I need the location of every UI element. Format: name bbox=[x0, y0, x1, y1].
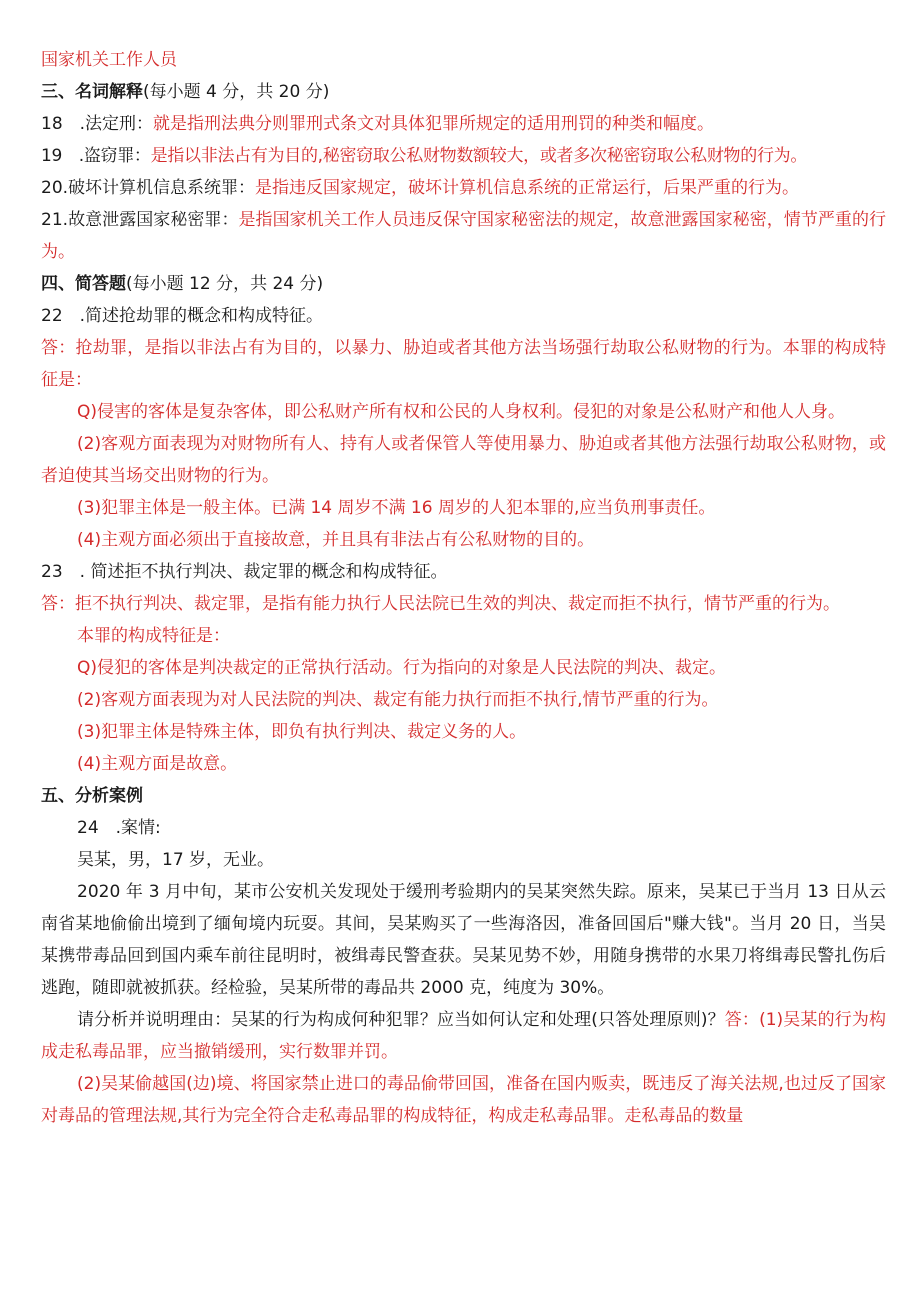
section-4-score: (每小题 12 分，共 24 分) bbox=[126, 274, 324, 294]
case-answer-2: (2)吴某偷越国(边)境、将国家禁止进口的毒品偷带回国，准备在国内贩卖，既违反了海关法规,也过反了国家对毒品的管理法规,其行为完全符合走私毒品罪的构成特征，构成走私毒品罪。走私毒品的数量 bbox=[41, 1074, 886, 1126]
answer-22-point-3: (3)犯罪主体是一般主体。已满 14 周岁不满 16 周岁的人犯本罪的,应当负刑事责任。 bbox=[77, 498, 716, 518]
answer-23-point-4: (4)主观方面是故意。 bbox=[77, 754, 238, 774]
term-18 bbox=[41, 108, 886, 140]
top-line: 国家机关工作人员 bbox=[41, 50, 177, 70]
case-person: 吴某，男，17 岁，无业。 bbox=[77, 850, 275, 870]
answer-23-point-3: (3)犯罪主体是特殊主体，即负有执行判决、裁定义务的人。 bbox=[77, 722, 527, 742]
answer-22-point-2: (2)客观方面表现为对财物所有人、持有人或者保管人等使用暴力、胁迫或者其他方法强行劫取公私财物，或者迫使其当场交出财物的行为。 bbox=[41, 434, 886, 486]
answer-23-point-1: Q)侵犯的客体是判决裁定的正常执行活动。行为指向的对象是人民法院的判决、裁定。 bbox=[77, 658, 727, 678]
term-label: 18 .法定刑： bbox=[41, 114, 154, 134]
answer-23: 答：拒不执行判决、裁定罪，是指有能力执行人民法院已生效的判决、裁定而拒不执行，情节严重的行为。 bbox=[41, 594, 840, 614]
question-23: 23 . 简述拒不执行判决、裁定罪的概念和构成特征。 bbox=[41, 562, 448, 582]
section-4-title: 四、简答题 bbox=[41, 274, 126, 294]
term-20 bbox=[41, 172, 886, 204]
term-label: 20.破坏计算机信息系统罪： bbox=[41, 178, 256, 198]
case-question: 请分析并说明理由：吴某的行为构成何种犯罪？应当如何认定和处理(只答处理原则)？ bbox=[77, 1010, 725, 1030]
answer-23-point-2: (2)客观方面表现为对人民法院的判决、裁定有能力执行而拒不执行,情节严重的行为。 bbox=[77, 690, 719, 710]
answer-23-intro: 本罪的构成特征是： bbox=[77, 626, 230, 646]
term-21 bbox=[41, 204, 886, 268]
section-3-heading bbox=[41, 76, 886, 108]
case-answer-1: 答：(1)吴某的行为构成走私毒品罪，应当撤销缓刑，实行数罪并罚。 bbox=[41, 1010, 886, 1062]
section-3-score: (每小题 4 分，共 20 分) bbox=[143, 82, 330, 102]
term-definition: 是指以非法占有为目的,秘密窃取公私财物数额较大，或者多次秘密窃取公私财物的行为。 bbox=[150, 146, 808, 166]
term-definition: 是指国家机关工作人员违反保守国家秘密法的规定，故意泄露国家秘密，情节严重的行为。 bbox=[41, 210, 886, 262]
case-label: 24 .案情: bbox=[77, 818, 161, 838]
term-definition: 就是指刑法典分则罪刑式条文对具体犯罪所规定的适用刑罚的种类和幅度。 bbox=[153, 114, 715, 134]
case-question-and-answer bbox=[41, 1004, 886, 1068]
term-definition: 是指违反国家规定，破坏计算机信息系统的正常运行，后果严重的行为。 bbox=[255, 178, 800, 198]
section-4-heading bbox=[41, 268, 886, 300]
answer-22-point-1: Q)侵害的客体是复杂客体，即公私财产所有权和公民的人身权利。侵犯的对象是公私财产和他人人身。 bbox=[77, 402, 846, 422]
answer-22-point-4: (4)主观方面必须出于直接故意，并且具有非法占有公私财物的目的。 bbox=[77, 530, 595, 550]
term-19 bbox=[41, 140, 886, 172]
section-5-title: 五、分析案例 bbox=[41, 786, 143, 806]
term-label: 19 .盗窃罪： bbox=[41, 146, 151, 166]
term-label: 21.故意泄露国家秘密罪： bbox=[41, 210, 239, 230]
case-story: 2020 年 3 月中旬，某市公安机关发现处于缓刑考验期内的吴某突然失踪。原来，吴某已于当月 13 日从云南省某地偷偷出境到了缅甸境内玩耍。其间，吴某购买了一些海洛因，准备回国后"赚大钱"。当月 20 日，当吴某携带毒品回到国内乘车前往昆明时，被缉毒民警查获。吴某见势不妙，用随身携带的水果刀将缉毒民警扎伤后逃跑，随即就被抓获。经检验，吴某所带的毒品共 2000 克，纯度为 30%。 bbox=[41, 882, 886, 998]
answer-22: 答：抢劫罪，是指以非法占有为目的，以暴力、胁迫或者其他方法当场强行劫取公私财物的行为。本罪的构成特征是： bbox=[41, 338, 886, 390]
section-3-title: 三、名词解释 bbox=[41, 82, 143, 102]
question-22: 22 .简述抢劫罪的概念和构成特征。 bbox=[41, 306, 324, 326]
